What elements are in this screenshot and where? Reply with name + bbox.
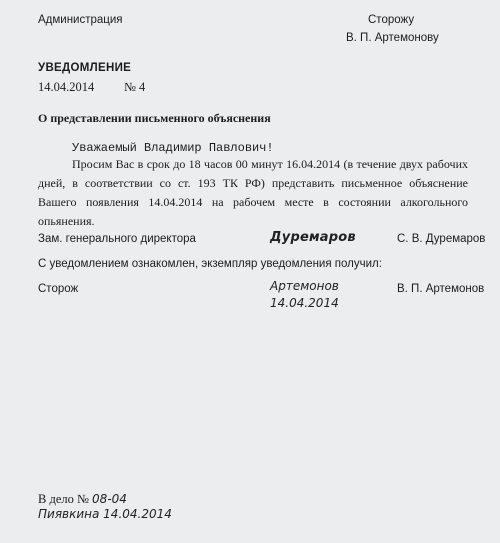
guard-position: Сторож — [38, 283, 79, 295]
file-note-number: 08-04 — [92, 492, 127, 506]
body-text: Просим Вас в срок до 18 часов 00 минут 16.04.2014 (в течение двух рабочих дней, в соответствии со ст. 193 ТК РФ) представить письменное объяснение Вашего появления 14.04.2014 на рабочем месте в состоянии алкогольного опьянения. — [38, 157, 468, 228]
clerk-note: Пиявкина 14.04.2014 — [38, 507, 172, 521]
deputy-name: С. В. Дуремаров — [397, 233, 486, 245]
greeting: Уважаемый Владимир Павлович! — [72, 141, 274, 155]
notice-number: № 4 — [124, 80, 146, 94]
notice-title: УВЕДОМЛЕНИЕ — [38, 62, 132, 74]
recipient-label: Сторожу — [368, 14, 415, 26]
notice-date: 14.04.2014 — [38, 80, 95, 94]
guard-name: В. П. Артемонов — [397, 283, 485, 295]
deputy-signature: Дуремаров — [270, 230, 356, 245]
recipient-name: В. П. Артемонову — [346, 32, 439, 44]
guard-signature: Артемонов — [270, 279, 339, 293]
deputy-position: Зам. генерального директора — [38, 233, 196, 245]
acknowledgement-text: С уведомлением ознакомлен, экземпляр уведомления получил: — [38, 258, 382, 270]
notice-subject: О представлении письменного объяснения — [38, 111, 271, 125]
sender-department: Администрация — [38, 14, 123, 26]
file-note-prefix: В дело № — [38, 492, 93, 506]
file-note — [38, 490, 127, 508]
guard-signature-date: 14.04.2014 — [270, 296, 339, 310]
